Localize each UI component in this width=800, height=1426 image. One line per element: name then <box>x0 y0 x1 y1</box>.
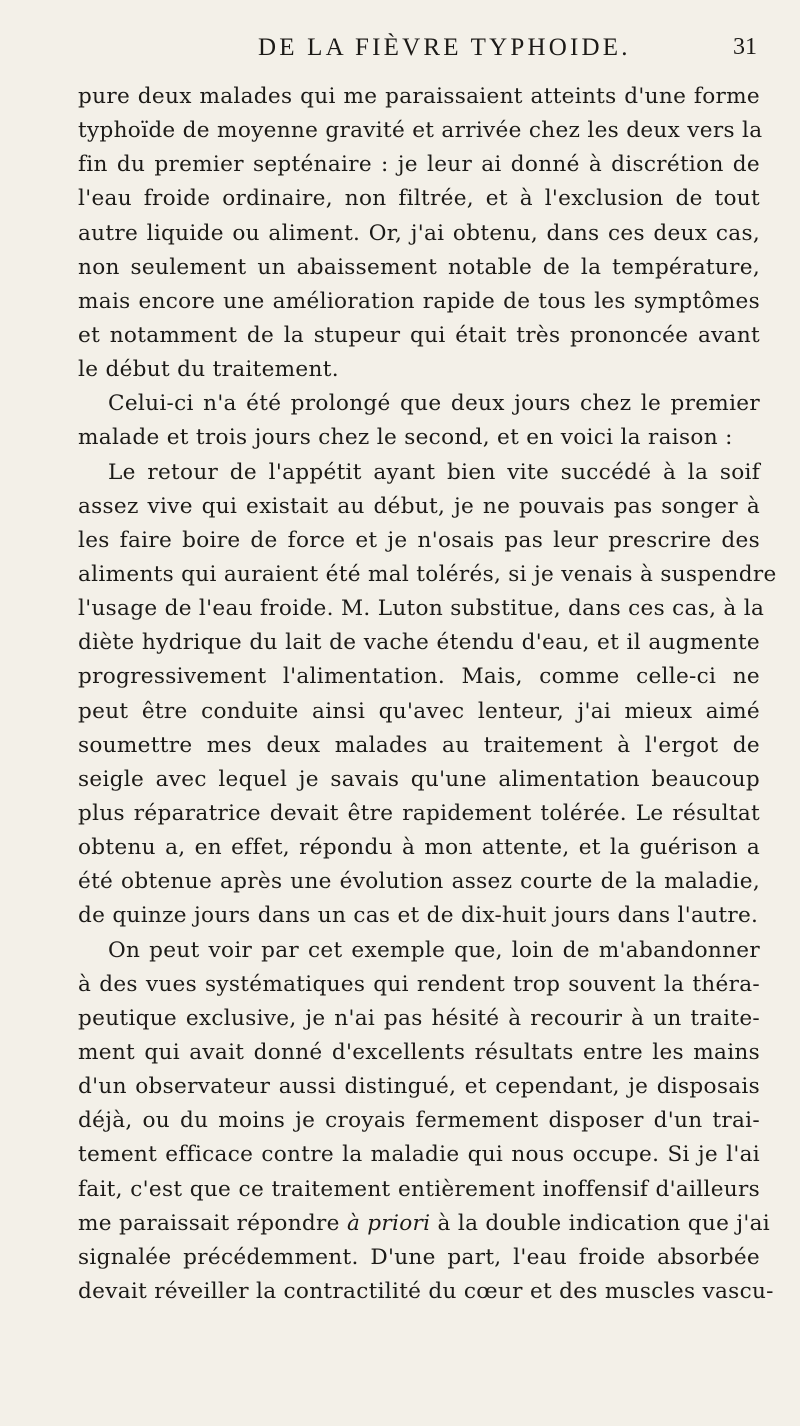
text-line: autre liquide ou aliment. Or, j'ai obtenu, dans ces deux cas, <box>78 220 760 246</box>
text-line: soumettre mes deux malades au traitement à l'ergot de <box>78 732 760 758</box>
text-line: déjà, ou du moins je croyais fermement disposer d'un trai- <box>78 1108 760 1134</box>
text-line: aliments qui auraient été mal tolérés, si je venais à suspendre <box>78 561 777 587</box>
text-segment: à la double indication que j'ai <box>430 1210 770 1236</box>
paragraph-start-line: On peut voir par cet exemple que, loin de m'abandonner <box>108 937 760 963</box>
running-title: DE LA FIÈVRE TYPHOIDE. <box>258 34 631 61</box>
text-line: été obtenue après une évolution assez courte de la maladie, <box>78 869 760 895</box>
text-line: seigle avec lequel je savais qu'une alimentation beaucoup <box>78 766 760 792</box>
text-line: plus réparatrice devait être rapidement tolérée. Le résultat <box>78 800 760 826</box>
text-line: fin du premier septénaire : je leur ai donné à discrétion de <box>78 152 760 178</box>
text-line: devait réveiller la contractilité du cœur et des muscles vascu- <box>78 1278 774 1304</box>
text-line: d'un observateur aussi distingué, et cependant, je disposais <box>78 1074 760 1100</box>
text-line: de quinze jours dans un cas et de dix-huit jours dans l'autre. <box>78 903 759 929</box>
italic-phrase: à priori <box>346 1210 431 1236</box>
text-line: peut être conduite ainsi qu'avec lenteur, j'ai mieux aimé <box>78 698 760 724</box>
text-line: assez vive qui existait au début, je ne pouvais pas songer à <box>78 493 760 519</box>
running-head <box>0 34 800 64</box>
text-line: l'eau froide ordinaire, non filtrée, et à l'exclusion de tout <box>78 186 760 212</box>
text-line: malade et trois jours chez le second, et en voici la raison : <box>78 425 733 451</box>
text-line: signalée précédemment. D'une part, l'eau froide absorbée <box>78 1244 760 1270</box>
paragraph-start-line: Le retour de l'appétit ayant bien vite succédé à la soif <box>108 459 760 485</box>
text-line: pure deux malades qui me paraissaient atteints d'une forme <box>78 84 760 109</box>
text-line: et notamment de la stupeur qui était très prononcée avant <box>78 322 760 348</box>
text-segment: me paraissait répondre <box>78 1210 347 1236</box>
text-line: tement efficace contre la maladie qui nous occupe. Si je l'ai <box>78 1142 760 1168</box>
text-line: ment qui avait donné d'excellents résultats entre les mains <box>78 1039 760 1065</box>
text-line: mais encore une amélioration rapide de tous les symptômes <box>78 288 760 314</box>
text-line-with-italic <box>78 1207 770 1241</box>
text-line: peutique exclusive, je n'ai pas hésité à recourir à un traite- <box>78 1005 760 1031</box>
text-line: non seulement un abaissement notable de la température, <box>78 254 760 280</box>
text-line: fait, c'est que ce traitement entièrement inoffensif d'ailleurs <box>78 1176 760 1202</box>
text-line: typhoïde de moyenne gravité et arrivée chez les deux vers la <box>78 118 763 144</box>
text-line: le début du traitement. <box>78 357 339 383</box>
paragraph-start-line: Celui-ci n'a été prolongé que deux jours chez le premier <box>108 391 760 417</box>
text-line: les faire boire de force et je n'osais pas leur prescrire des <box>78 527 760 553</box>
text-line: diète hydrique du lait de vache étendu d'eau, et il augmente <box>78 630 760 656</box>
text-line: à des vues systématiques qui rendent trop souvent la théra- <box>78 971 760 997</box>
text-line: obtenu a, en effet, répondu à mon attente, et la guérison a <box>78 835 760 861</box>
text-line: progressivement l'alimentation. Mais, comme celle-ci ne <box>78 664 760 690</box>
text-line: l'usage de l'eau froide. M. Luton substitue, dans ces cas, à la <box>78 596 765 622</box>
body-text <box>78 80 777 1309</box>
page-number: 31 <box>733 34 757 60</box>
